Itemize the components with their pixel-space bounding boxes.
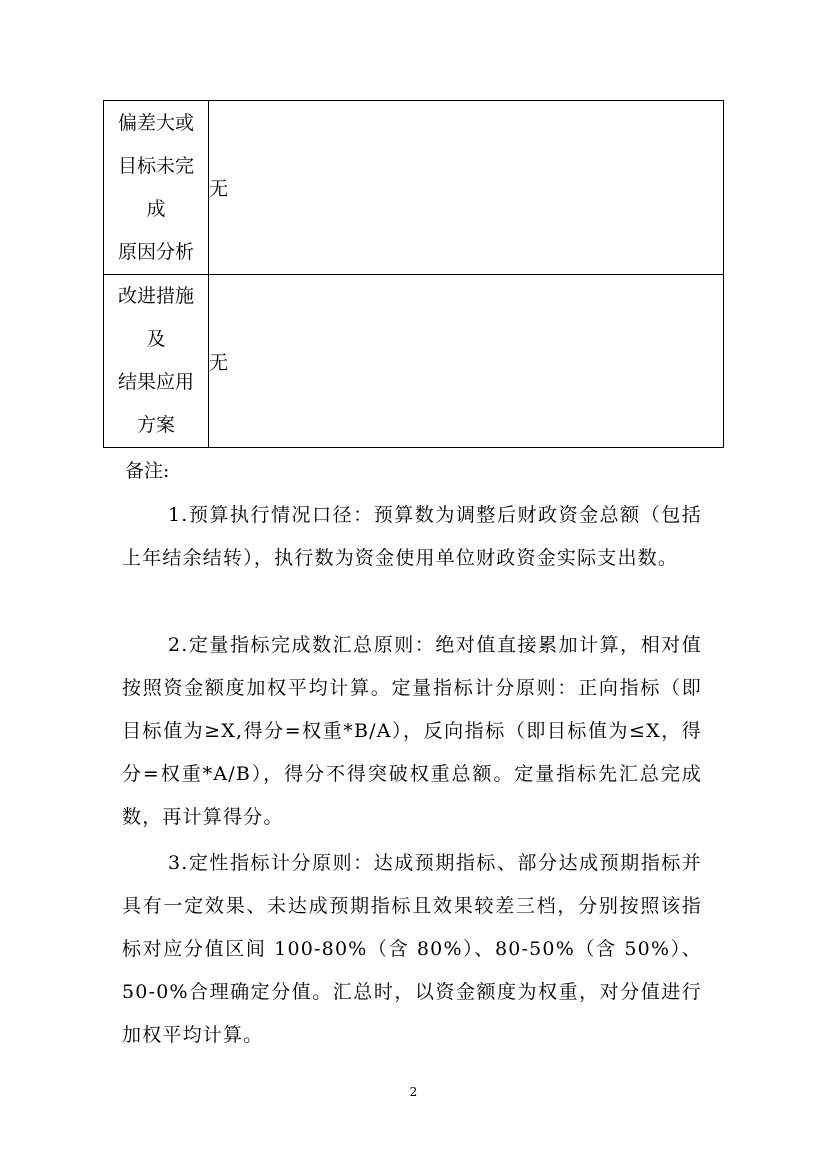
label-line: 原因分析 <box>117 240 194 263</box>
note-item-1 <box>122 494 702 580</box>
note-text: 1.预算执行情况口径：预算数为调整后财政资金总额（包括上年结余结转），执行数为资金使用单位财政资金实际支出数。 <box>122 504 702 569</box>
label-line: 改进措施 <box>117 285 194 307</box>
row-value-deviation-analysis: 无 <box>209 101 724 275</box>
page-number: 2 <box>409 1085 418 1099</box>
label-line: 结果应用 <box>117 371 194 393</box>
notes-heading: 备注: <box>125 460 170 482</box>
row-label-improvement-plan <box>104 275 209 448</box>
note-text: 3.定性指标计分原则：达成预期指标、部分达成预期指标并具有一定效果、未达成预期指标且效果较差三档，分别按照该指标对应分值区间 100-80%（含 80%）、80-50%（含 50%）、50-0%合理确定分值。汇总时，以资金额度为权重，对分值进行加权平均计算。 <box>122 852 702 1046</box>
label-line: 方案 <box>136 414 175 436</box>
row-label-deviation-analysis <box>104 101 209 275</box>
analysis-table <box>103 100 724 448</box>
note-item-2 <box>122 624 702 839</box>
note-item-3 <box>122 842 702 1057</box>
label-line: 及 <box>146 328 166 350</box>
note-text: 2.定量指标完成数汇总原则：绝对值直接累加计算，相对值按照资金额度加权平均计算。定量指标计分原则：正向指标（即目标值为≥X,得分=权重*B/A），反向指标（即目标值为≤X，得分=权重*A/B），得分不得突破权重总额。定量指标先汇总完成数，再计算得分。 <box>122 634 702 828</box>
label-line: 偏差大或 <box>117 111 194 134</box>
row-value-improvement-plan: 无 <box>209 275 724 448</box>
label-line: 成 <box>146 197 166 220</box>
label-line: 目标未完 <box>117 154 194 177</box>
table-row <box>104 101 724 275</box>
table-row <box>104 275 724 448</box>
